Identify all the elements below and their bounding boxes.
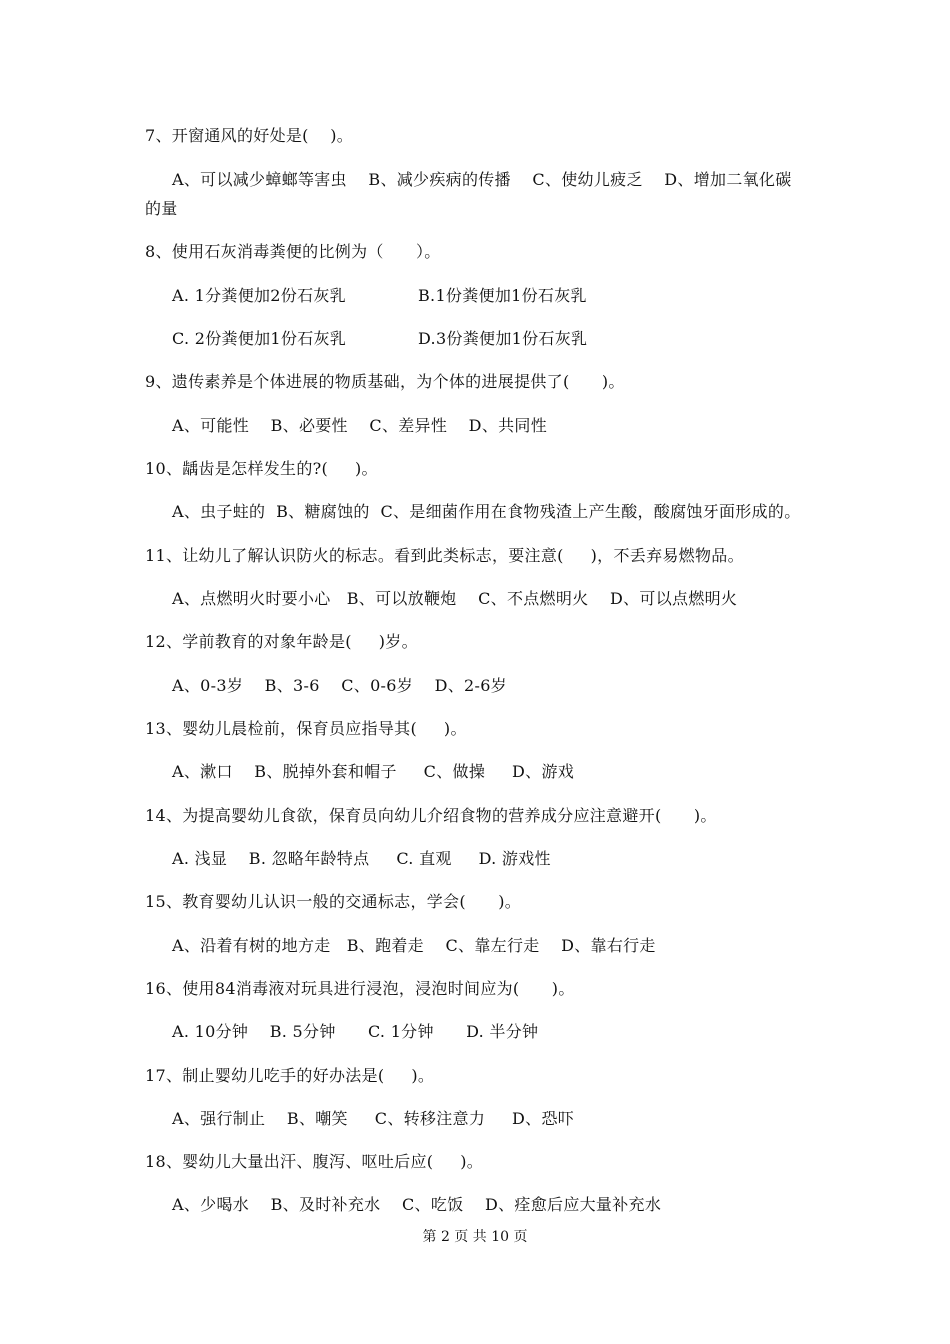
question-7-options: A、可以减少蟑螂等害虫 B、减少疾病的传播 C、使幼儿疲乏 D、增加二氧化碳 (172, 170, 792, 189)
question-15-options: A、沿着有树的地方走 B、跑着走 C、靠左行走 D、靠右行走 (172, 936, 656, 955)
question-18-options: A、少喝水 B、及时补充水 C、吃饭 D、痊愈后应大量补充水 (172, 1195, 662, 1214)
question-13-stem: 13、婴幼儿晨检前，保育员应指导其( )。 (145, 719, 467, 738)
question-8-option-b: B.1份粪便加1份石灰乳 (418, 286, 587, 305)
page-number-footer: 第 2 页 共 10 页 (422, 1229, 528, 1245)
question-15-stem: 15、教育婴幼儿认识一般的交通标志，学会( )。 (145, 892, 522, 911)
question-17-stem: 17、制止婴幼儿吃手的好办法是( )。 (145, 1066, 435, 1085)
question-17-options: A、强行制止 B、嘲笑 C、转移注意力 D、恐吓 (172, 1109, 575, 1128)
question-10-options: A、虫子蛀的 B、糖腐蚀的 C、是细菌作用在食物残渣上产生酸，酸腐蚀牙面形成的。 (172, 502, 801, 521)
question-10-stem: 10、龋齿是怎样发生的?( )。 (145, 459, 378, 478)
question-9-stem: 9、遗传素养是个体进展的物质基础，为个体的进展提供了( )。 (145, 372, 625, 391)
question-12-options: A、0-3岁 B、3-6 C、0-6岁 D、2-6岁 (172, 676, 507, 695)
question-12-stem: 12、学前教育的对象年龄是( )岁。 (145, 632, 418, 651)
question-16-options: A. 10分钟 B. 5分钟 C. 1分钟 D. 半分钟 (172, 1022, 539, 1041)
question-18-stem: 18、婴幼儿大量出汗、腹泻、呕吐后应( )。 (145, 1152, 484, 1171)
question-13-options: A、漱口 B、脱掉外套和帽子 C、做操 D、游戏 (172, 762, 575, 781)
question-8-stem: 8、使用石灰消毒粪便的比例为（ ）。 (145, 242, 441, 261)
question-14-stem: 14、为提高婴幼儿食欲，保育员向幼儿介绍食物的营养成分应注意避开( )。 (145, 806, 717, 825)
question-14-options: A. 浅显 B. 忽略年龄特点 C. 直观 D. 游戏性 (172, 849, 551, 868)
question-16-stem: 16、使用84消毒液对玩具进行浸泡，浸泡时间应为( )。 (145, 979, 575, 998)
question-11-stem: 11、让幼儿了解认识防火的标志。看到此类标志，要注意( )，不丢弃易燃物品。 (145, 546, 744, 565)
question-8-option-a: A. 1分粪便加2份石灰乳 (172, 286, 346, 305)
question-8-option-d: D.3份粪便加1份石灰乳 (418, 329, 588, 348)
question-7-options-continued: 的量 (145, 199, 178, 218)
question-9-options: A、可能性 B、必要性 C、差异性 D、共同性 (172, 416, 548, 435)
question-7-stem: 7、开窗通风的好处是( )。 (145, 126, 354, 145)
question-11-options: A、点燃明火时要小心 B、可以放鞭炮 C、不点燃明火 D、可以点燃明火 (172, 589, 738, 608)
question-8-option-c: C. 2份粪便加1份石灰乳 (172, 329, 347, 348)
